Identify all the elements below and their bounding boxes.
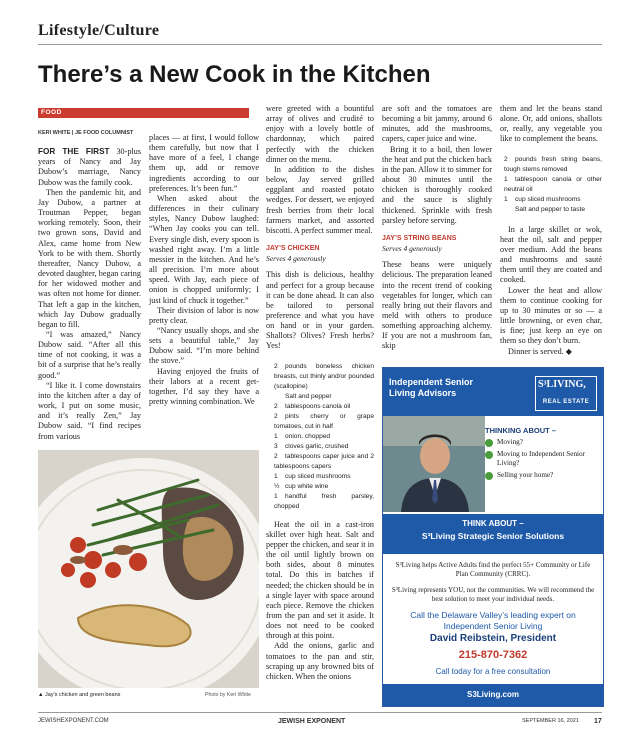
col1-p2: Then the pandemic hit, and Jay Dubow, a partner at Troutman Pepper, began working remotely. Soon, their two grown sons, David and Alex, came home from New York to be with them. Shortly thereafter, Nancy Dubow, a devoted daughter, began caring for her widowed mother and was often not home for dinner. That left a gap in the kitchen, which Jay Dubow gradually began to fill. (38, 187, 141, 329)
food-tag (38, 108, 249, 118)
headline: There’s a New Cook in the Kitchen (38, 61, 431, 88)
col5-p3: Lower the heat and allow them to continue cooking for up to 30 minutes or so — a little browning, or even char, is fine; just keep an eye on them so they don’t burn. (500, 285, 602, 346)
ad-contact-name: David Reibstein, President (429, 633, 557, 644)
ingredient: 2 pints cherry or grape tomatoes, cut in half (274, 412, 374, 430)
page-number: 17 (594, 718, 602, 725)
s3-logo (535, 376, 597, 411)
col2-p1: places — at first, I would follow them carefully, but now that I have more of a feel, I change them up, add or remove ingredients according to our preferences. It’s been fun.” (149, 133, 259, 193)
bullet-icon (485, 472, 493, 480)
think-about-heading: THINK ABOUT – (462, 519, 524, 528)
beans-serves: Serves 4 generously (382, 244, 442, 254)
s3-logo-text: S³LIVING, (538, 379, 586, 390)
top-rule (38, 44, 602, 45)
ad-phone[interactable]: 215-870-7362 (458, 649, 528, 661)
advertisement[interactable] (382, 367, 604, 707)
col2-p5: Having enjoyed the fruits of their labors at a recent get-together, I’d say they have a pretty winning combination. We (149, 366, 259, 407)
col5-p2: In a large skillet or wok, heat the oil, salt and pepper over medium. Add the beans and mushrooms and sauté them until they are coated and cooked. (500, 224, 602, 285)
col4-p1: are soft and the tomatoes are becoming a bit jammy, around 6 minutes, add the mushrooms, capers, caper juice and wine. (382, 104, 492, 144)
col5-p4: Dinner is served. ◆ (508, 346, 573, 356)
ingredient: 1 onion, chopped (274, 432, 331, 440)
col3-p2: In addition to the dishes below, Jay served grilled eggplant and roasted potato wedges. For dessert, we enjoyed fresh berries from their local farmers market, and assorted biscotti. A perfect summer meal. (266, 164, 374, 235)
col3-p4: Heat the oil in a cast-iron skillet over high heat. Salt and pepper the chicken, and sear it in the oil until lightly brown on both sides, about 8 minutes total. Do this in batches if needed; the chicken should be in a single layer with space around each piece. Remove the chicken from the pan and set it aside. It does not need to be cooked through at this point. (266, 519, 374, 641)
col2-p4: “Nancy usually shops, and she sets a beautiful table,” Jay Dubow said. “I’m more behind the stove.” (149, 325, 259, 366)
col2-p3: Their division of labor is now pretty clear. (149, 305, 259, 325)
photo-credit: Photo by Keri White (205, 692, 251, 698)
ad-url[interactable]: S3Living.com (383, 684, 603, 706)
ingredient: Salt and pepper (285, 392, 332, 400)
col2-p2: When asked about the differences in their culinary styles, Nancy Dubow laughed: “When Jay cooks you can tell. Every single dish, every spoon is washed right away. I’m a little messier in the kitchen. And he’s all precision. I’m more about speed. With Jay, each piece of onion is chopped uniformly; I just kind of chuck it together.” (149, 193, 259, 305)
col4-p3: These beans were uniquely delicious. The preparation leaned into the recent trend of cooking vegetables for longer, which can really bring out their flavors and meld with others to produce something approaching alchemy. If you are not a mushroom fan, skip (382, 260, 492, 351)
ad-header (383, 368, 603, 416)
ad-title: Independent Senior Living Advisors (389, 377, 474, 398)
col4-p2: Bring it to a boil, then lower the heat and put the chicken back in the pan. Allow it to simmer for about 30 minutes until the chicken is thoroughly cooked and the sauce is slightly thickened. Sprinkle with fresh parsley before serving. (382, 144, 492, 225)
footer-rule (38, 712, 602, 713)
col3-p5: Add the onions, garlic and tomatoes to the pan and stir, scraping up any browned bits of chicken. When the onions (266, 641, 374, 681)
ad-call-text: Call the Delaware Valley’s leading expert on Independent Senior Living (410, 610, 576, 631)
chicken-serves: Serves 4 generously (266, 254, 326, 264)
s3-logo-sub: REAL ESTATE (542, 399, 590, 405)
thinking-item: Moving to Independent Senior Living? (485, 450, 601, 468)
col3-p1: were greeted with a bountiful array of olives and crudité to enjoy with a lovely bottle of chardonnay, which paired perfectly with the chicken dinner on the menu. (266, 104, 374, 164)
footer-date: SEPTEMBER 16, 2021 (522, 718, 579, 724)
ingredient: 1 handful fresh parsley, chopped (274, 492, 374, 510)
advisor-photo (383, 416, 485, 512)
col1-p1: FOR THE FIRST 30-plus years of Nancy and Jay Dubow’s marriage, Nancy Dubow was the family cook. (38, 147, 141, 187)
footer-website: JEWISHEXPONENT.COM (38, 718, 109, 724)
section-label: Lifestyle/Culture (38, 22, 160, 39)
col3-p3: This dish is delicious, healthy and perfect for a group because it can be done ahead. It can also be tailored to personal preference and what you have on hand or in your garden. Shallots? Olives? Fresh herbs? Yes! (266, 270, 374, 351)
thinking-item: Moving? (485, 438, 601, 447)
lead-words: FOR THE FIRST (38, 147, 110, 157)
thinking-heading: THINKING ABOUT – (485, 426, 556, 435)
ingredient: 1 tablespoon canola or other neutral oil (504, 175, 602, 193)
chicken-recipe-title: JAY’S CHICKEN (266, 245, 320, 253)
column-3 (266, 104, 374, 709)
food-photo (38, 450, 259, 688)
ad-consult: Call today for a free consultation (435, 667, 551, 676)
photo-caption: ▲ Jay’s chicken and green beans (38, 692, 121, 698)
ingredient: ½ cup white wine (274, 482, 329, 490)
col1-p4: “I like it. I come downstairs into the kitchen after a day of work, I put on some music, and it’s really Zen,” Jay Dubow said. “I find recipes from various (38, 380, 141, 441)
ingredient: 1 cup sliced mushrooms (504, 195, 581, 203)
food-tag-label: FOOD (41, 109, 62, 116)
ad-body-1: S³Living helps Active Adults find the perfect 55+ Community or Life Plan Community (CRRC). (395, 561, 591, 578)
ingredient: 3 cloves garlic, crushed (274, 442, 349, 450)
strategic-solutions: S³Living Strategic Senior Solutions (421, 531, 565, 541)
column-4 (382, 104, 492, 364)
byline: KERI WHITE | JE FOOD COLUMNIST (38, 130, 134, 136)
beans-ingredients (504, 155, 602, 215)
ingredient: 2 pounds boneless chicken breasts, cut thinly and/or pounded (scallopine) (274, 362, 374, 390)
bullet-icon (485, 439, 493, 447)
col1-p3: “I was amazed,” Nancy Dubow said. “After all this time of not cooking, it was a bit of a surprise that he’s really good.” (38, 329, 141, 380)
ingredient: 2 pounds fresh string beans, tough stems removed (504, 155, 602, 173)
think-about-band (383, 514, 603, 554)
ingredient: 2 tablespoons caper juice and 2 tablespoons capers (274, 452, 374, 470)
ingredient: 2 tablespoons canola oil (274, 402, 351, 410)
ingredient: Salt and pepper to taste (515, 205, 586, 213)
column-5 (500, 104, 602, 364)
chicken-ingredients (274, 362, 374, 512)
ad-body-2: S³Living represents YOU, not the communities. We will recommend the best solution to meet your individual needs. (391, 586, 595, 603)
bullet-icon (485, 451, 493, 459)
plate-illustration (38, 450, 259, 688)
thinking-item: Selling your home? (485, 471, 601, 480)
column-1 (38, 128, 141, 441)
beans-recipe-title: JAY’S STRING BEANS (382, 234, 457, 242)
ingredient: 1 cup sliced mushrooms (274, 472, 351, 480)
footer-publication: JEWISH EXPONENT (278, 718, 346, 725)
column-2 (149, 133, 259, 407)
thinking-about (485, 426, 601, 483)
col5-p1: them and let the beans stand alone. Or, add onions, shallots or, really, any vegetable you like to complement the beans. (500, 104, 602, 144)
